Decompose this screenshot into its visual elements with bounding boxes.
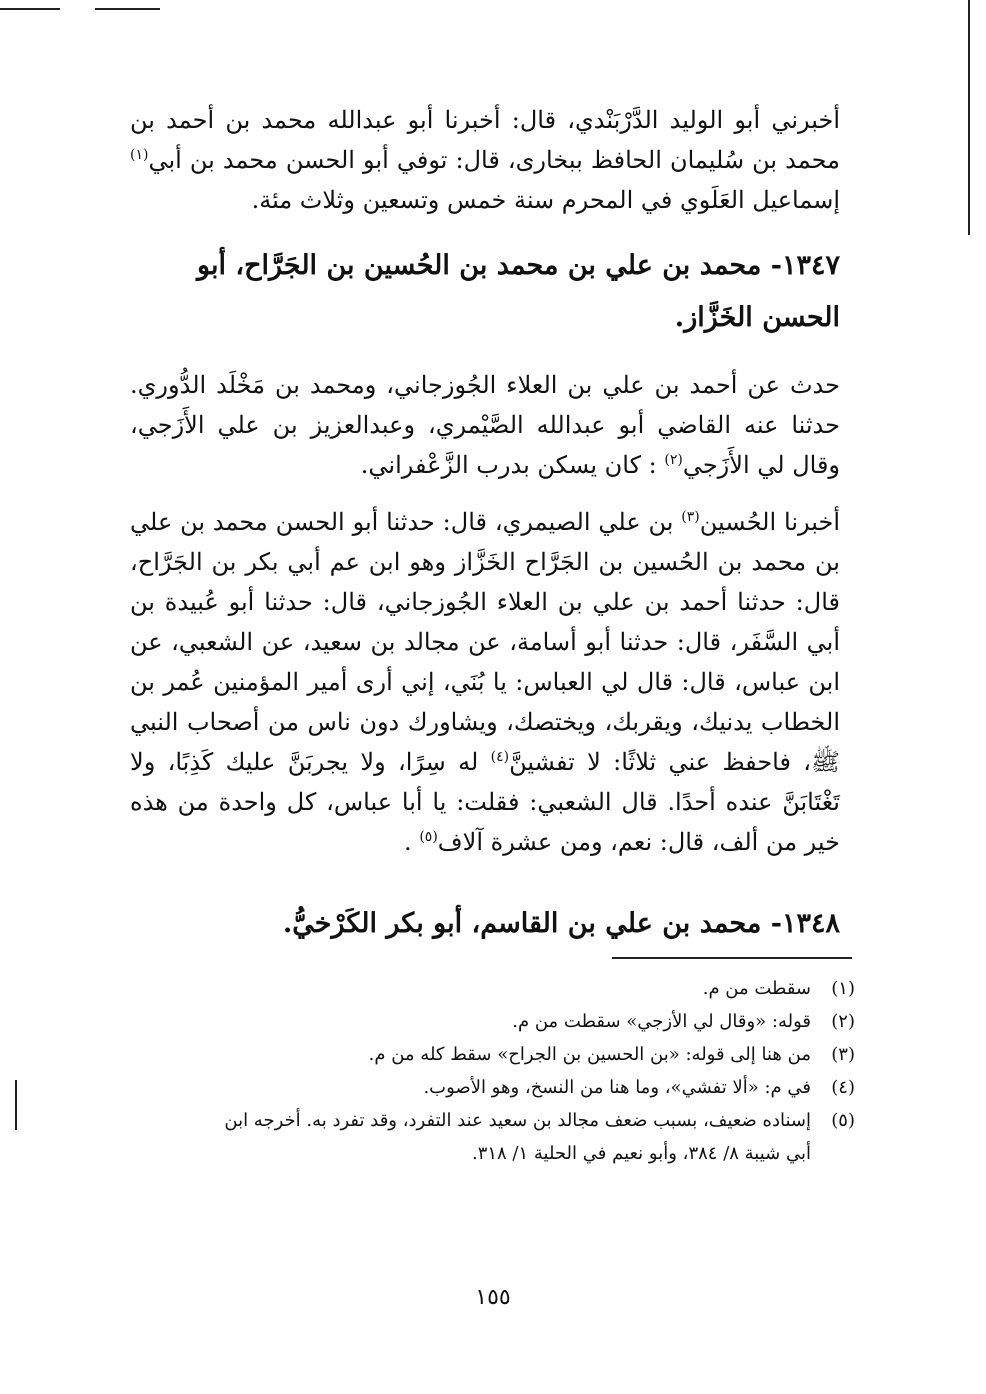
footnote-text: قوله: «وقال لي الأزجي» سقطت من م. [512, 1011, 811, 1032]
footnote-number: (٢) [831, 1011, 855, 1032]
footnote-text: في م: «ألا تفشي»، وما هنا من النسخ، وهو الأصوب. [423, 1077, 811, 1098]
footnote-text: من هنا إلى قوله: «بن الحسين بن الجراح» سقط كله من م. [368, 1044, 811, 1065]
footnote-ref-3: (٣) [681, 509, 700, 525]
footnote-text: إسناده ضعيف، بسبب ضعف مجالد بن سعيد عند التفرد، وقد تفرد به. أخرجه ابن أبي شيبة ٨/ ٣٨٤، وأبو نعيم في الحلية ١/ ٣١٨. [224, 1110, 811, 1164]
footnote-2 [200, 1005, 855, 1038]
footnote-5 [200, 1104, 855, 1170]
para1-text-b: إسماعيل العَلَوي في المحرم سنة خمس وتسعين وثلاث مئة. [251, 186, 840, 214]
footnote-number: (٥) [831, 1110, 855, 1131]
scan-edge-top-left-2 [95, 8, 160, 10]
footnote-separator [612, 957, 852, 959]
footnote-3 [200, 1038, 855, 1071]
footnote-ref-4: (٤) [490, 749, 510, 765]
footnote-text: سقطت من م. [702, 978, 811, 999]
paragraph-1 [130, 100, 840, 220]
entry-heading-1347: ١٣٤٧- محمد بن علي بن محمد بن الحُسين بن الجَرَّاح، أبو الحسن الخَزَّاز. [197, 250, 840, 333]
footnote-ref-2: (٢) [664, 452, 683, 468]
paragraph-2 [130, 365, 840, 485]
scan-edge-right [968, 0, 970, 235]
para3-text-c: له سِرًا، ولا يجربَنَّ عليك كَذِبًا، ولا تَغْتَابَنَّ عنده أحدًا. قال الشعبي: فقلت: يا أبا عباس، كل واحدة من هذه خير من ألف، قال: نعم، ومن عشرة آلاف [130, 748, 840, 856]
footnote-number: (١) [831, 978, 855, 999]
footnote-number: (٣) [831, 1044, 855, 1065]
para3-text-b: بن علي الصيمري، قال: حدثنا أبو الحسن محمد بن علي بن محمد بن الحُسين بن الجَرَّاح الخَزَّاز وهو ابن عم أبي بكر بن الجَرَّاح، قال: حدثنا أحمد بن علي بن العلاء الجُوزجاني، قال: حدثنا أبو عُبيدة بن أبي السَّفَر، قال: حدثنا أبو أسامة، عن مجالد بن سعيد، عن الشعبي، عن ابن عباس، قال: قال لي العباس: يا بُنَي، إني أرى أمير المؤمنين عُمر بن الخطاب يدنيك، ويقربك، ويختصك، ويشاورك دون ناس من أصحاب النبي ﷺ، فاحفظ عني ثلاثًا: لا تفشينَّ [130, 508, 840, 776]
footnote-ref-5: (٥) [419, 829, 438, 845]
scan-edge-left [15, 1080, 17, 1130]
scan-edge-top-left [0, 8, 60, 10]
footnotes [200, 972, 855, 1170]
para1-text-a: أخبرني أبو الوليد الدَّرْبَنْدي، قال: أخبرنا أبو عبدالله محمد بن أحمد بن محمد بن سُليمان الحافظ ببخارى، قال: توفي أبو الحسن محمد بن أبي [130, 106, 840, 174]
footnote-number: (٤) [831, 1077, 855, 1098]
footnote-ref-1: (١) [130, 147, 149, 163]
entry-heading-1348: ١٣٤٨- محمد بن علي بن القاسم، أبو بكر الكَرْخيُّ. [282, 908, 840, 939]
page-number: ١٥٥ [475, 1285, 511, 1310]
footnote-1 [200, 972, 855, 1005]
para2-text-b: : كان يسكن بدرب الزَّعْفراني. [360, 451, 657, 479]
para2-text-a: حدث عن أحمد بن علي بن العلاء الجُوزجاني، ومحمد بن مَخْلَد الدُّوري. حدثنا عنه القاضي أبو عبدالله الصَّيْمري، وعبدالعزيز بن علي الأَزَجي، وقال لي الأَزَجي [130, 371, 840, 479]
para3-text-a: أخبرنا الحُسين [699, 508, 840, 536]
paragraph-3 [130, 502, 840, 862]
footnote-4 [200, 1071, 855, 1104]
para3-text-d: . [404, 828, 412, 856]
